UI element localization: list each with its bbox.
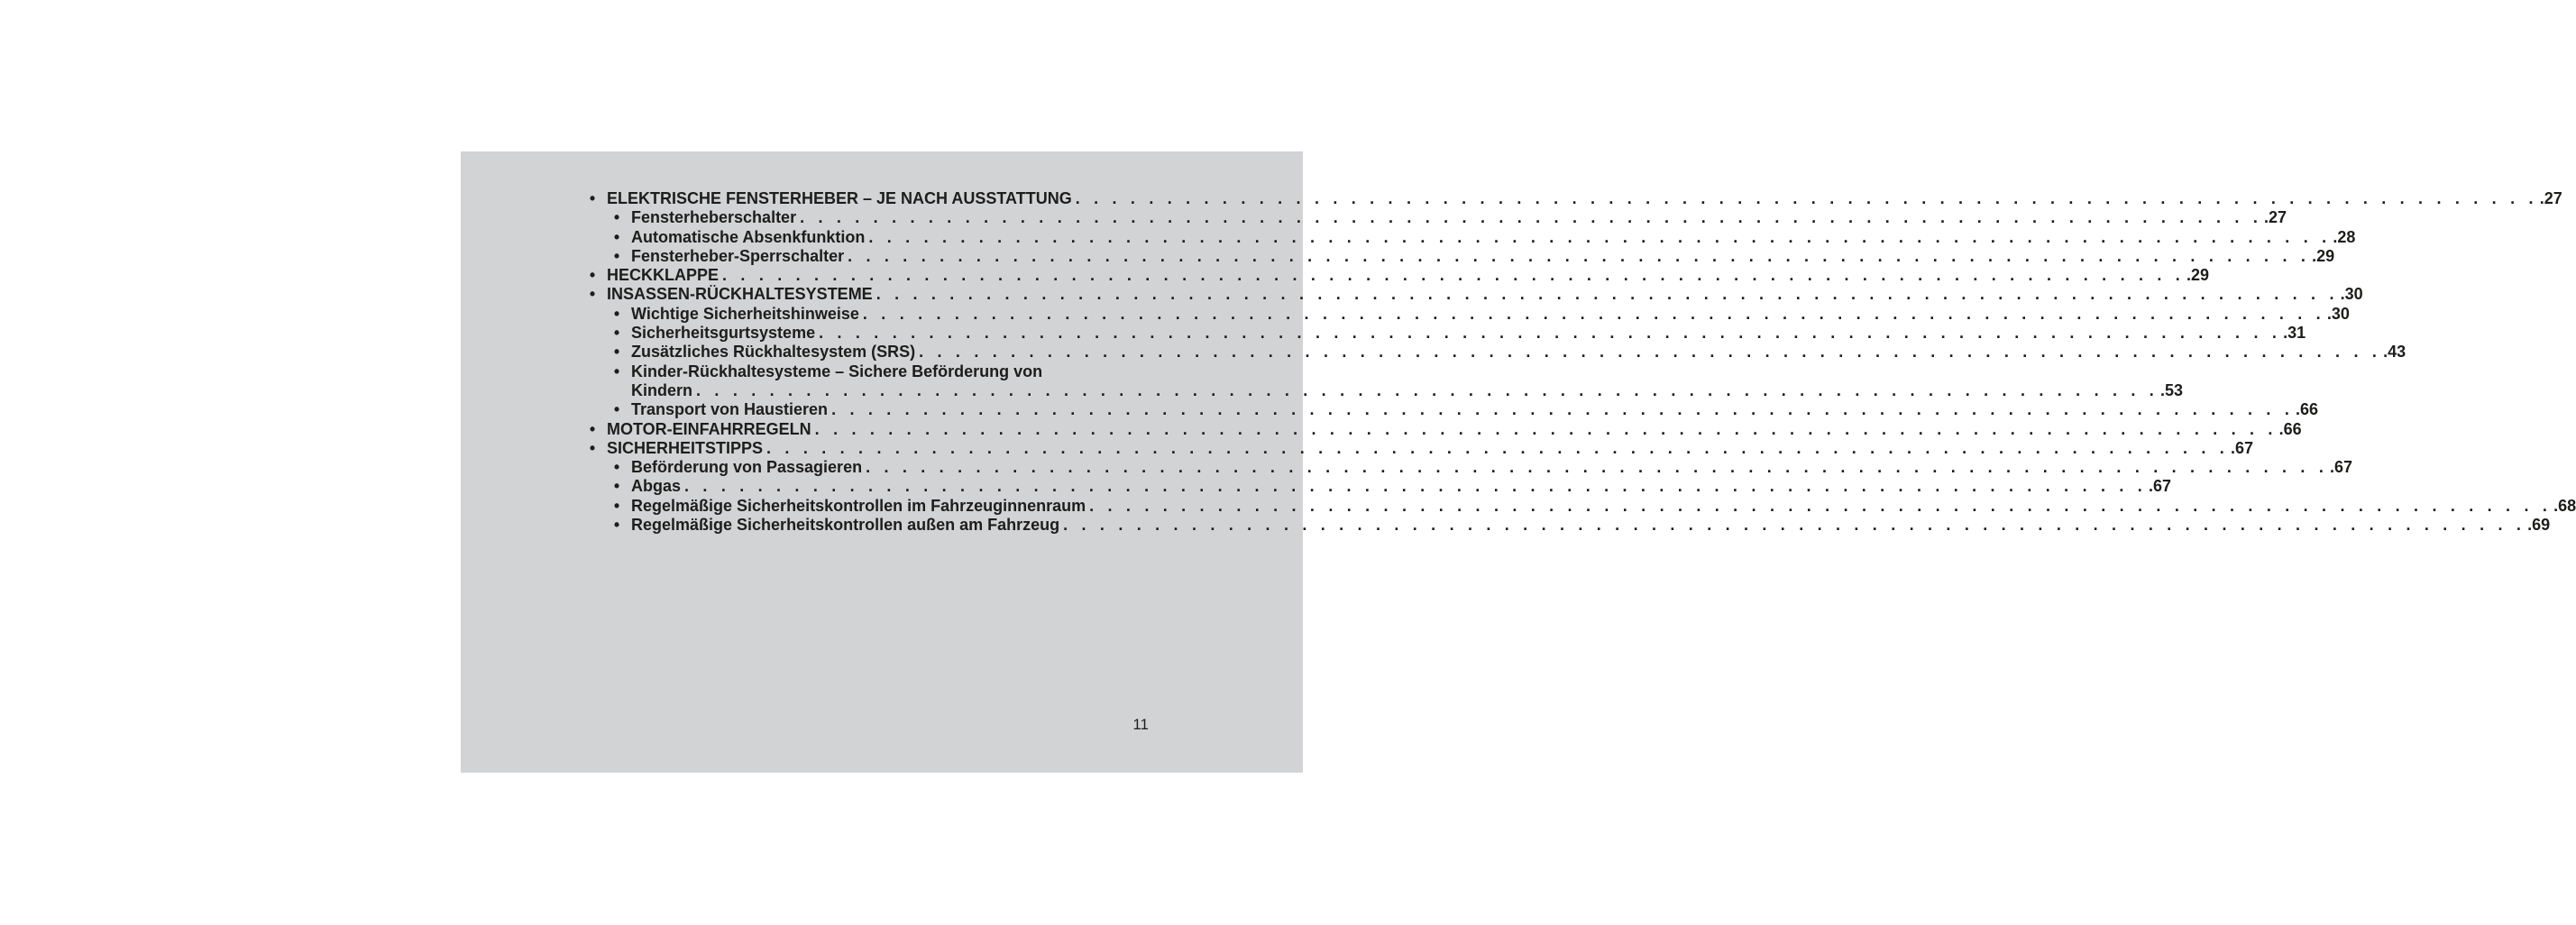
- bullet-icon: •: [589, 438, 596, 457]
- toc-entry-title: Beförderung von Passagieren: [631, 458, 866, 477]
- toc-subsection[interactable]: [584, 343, 2406, 362]
- dot-leader: . . . . . . . . . . . . . . . . . . . . . . . . . . . . . . . . . . . . . . . . . . . . . . . . . . . . . . . . . . . . . . . . . . . . . . . . . . . . . . . .: [866, 458, 2329, 477]
- bullet-icon: •: [613, 516, 620, 535]
- toc-entry-page: .27: [2264, 208, 2287, 227]
- toc-entry-title: INSASSEN-RÜCKHALTESYSTEME: [607, 285, 876, 304]
- toc-subsection[interactable]: [584, 477, 2172, 496]
- toc-entry-title: MOTOR-EINFAHRREGELN: [607, 420, 815, 439]
- toc-entry-page: .27: [2539, 189, 2562, 207]
- bullet-icon: •: [613, 400, 620, 419]
- toc-entry-title: Zusätzliches Rückhaltesystem (SRS): [631, 343, 919, 362]
- bullet-icon: •: [589, 419, 596, 438]
- bullet-icon: •: [613, 324, 620, 343]
- toc-entry-page: .43: [2383, 343, 2406, 362]
- dot-leader: . . . . . . . . . . . . . . . . . . . . . . . . . . . . . . . . . . . . . . . . . . . . . . . . . . . . . . . . . . . . . . . . . . . . . . . . . . . . . . . .: [696, 380, 2159, 399]
- toc-entry-title: Automatische Absenkfunktion: [631, 228, 868, 247]
- bullet-icon: •: [613, 477, 620, 496]
- toc-entry-page: .69: [2527, 516, 2551, 535]
- toc-subsection[interactable]: [584, 496, 2576, 516]
- dot-leader: . . . . . . . . . . . . . . . . . . . . . . . . . . . . . . . . . . . . . . . . . . . . . . . . . . . . . . . . . . . . . . . . . . . . . . . . . . . . . . . .: [819, 324, 2282, 343]
- toc-section[interactable]: [584, 438, 2254, 458]
- toc-entry-title: SICHERHEITSTIPPS: [607, 439, 766, 458]
- toc-entry-page: .29: [2312, 246, 2335, 265]
- dot-leader: . . . . . . . . . . . . . . . . . . . . . . . . . . . . . . . . . . . . . . . . . . . . . . . . . . . . . . . . . . . . . . . . . . . . . . . . . . . . . . . .: [831, 400, 2295, 419]
- bullet-icon: •: [589, 285, 596, 304]
- toc-entry-page: .28: [2333, 227, 2356, 246]
- bullet-icon: •: [613, 246, 620, 265]
- toc-entry-page: .66: [2296, 400, 2319, 419]
- toc-entry-page: .29: [2186, 266, 2210, 285]
- dot-leader: . . . . . . . . . . . . . . . . . . . . . . . . . . . . . . . . . . . . . . . . . . . . . . . . . . . . . . . . . . . . . . . . . . . . . . . . . . . . . . . .: [919, 343, 2382, 362]
- dot-leader: . . . . . . . . . . . . . . . . . . . . . . . . . . . . . . . . . . . . . . . . . . . . . . . . . . . . . . . . . . . . . . . . . . . . . . . . . . . . . . . .: [1089, 496, 2553, 515]
- bullet-icon: •: [613, 496, 620, 515]
- toc-subsection[interactable]: [584, 208, 2287, 227]
- dot-leader: . . . . . . . . . . . . . . . . . . . . . . . . . . . . . . . . . . . . . . . . . . . . . . . . . . . . . . . . . . . . . . . . . . . . . . . . . . . . . . . .: [766, 438, 2229, 457]
- toc-entry-title: Wichtige Sicherheitshinweise: [631, 305, 863, 324]
- toc-entry[interactable]: [584, 362, 1150, 381]
- dot-leader: . . . . . . . . . . . . . . . . . . . . . . . . . . . . . . . . . . . . . . . . . . . . . . . . . . . . . . . . . . . . . . . . . . . . . . . . . . . . . . . .: [800, 208, 2263, 227]
- toc-section[interactable]: [584, 419, 2302, 439]
- bullet-icon: •: [613, 304, 620, 323]
- toc-entry-title: Regelmäßige Sicherheitskontrollen außen am Fahrzeug: [631, 516, 1063, 535]
- dot-leader: . . . . . . . . . . . . . . . . . . . . . . . . . . . . . . . . . . . . . . . . . . . . . . . . . . . . . . . . . . . . . . . . . . . . . . . . . . . . . . . .: [868, 227, 2332, 246]
- toc-subsection[interactable]: [584, 246, 2335, 266]
- toc-entry-page: .53: [2159, 380, 2184, 399]
- toc-entry-page: .67: [2148, 477, 2172, 496]
- toc-entry-title: Fensterheberschalter: [631, 208, 800, 227]
- table-of-contents: [584, 189, 2576, 535]
- bullet-icon: •: [589, 266, 596, 285]
- toc-entry-page: .66: [2278, 419, 2302, 438]
- toc-entry-page: .67: [2330, 458, 2353, 477]
- toc-section[interactable]: [584, 285, 2363, 304]
- toc-entry-page: .31: [2283, 324, 2306, 343]
- toc-entry-title: Transport von Haustieren: [631, 400, 831, 419]
- toc-subsection[interactable]: [584, 458, 2353, 477]
- dot-leader: . . . . . . . . . . . . . . . . . . . . . . . . . . . . . . . . . . . . . . . . . . . . . . . . . . . . . . . . . . . . . . . . . . . . . . . . . . . . . . . .: [1075, 189, 2538, 207]
- toc-section[interactable]: [584, 189, 2562, 208]
- toc-section[interactable]: [584, 266, 2210, 285]
- dot-leader: . . . . . . . . . . . . . . . . . . . . . . . . . . . . . . . . . . . . . . . . . . . . . . . . . . . . . . . . . . . . . . . . . . . . . . . . . . . . . . . .: [862, 304, 2325, 323]
- toc-entry-title: ELEKTRISCHE FENSTERHEBER – JE NACH AUSSTATTUNG: [607, 189, 1076, 208]
- bullet-icon: •: [613, 362, 620, 380]
- toc-entry-title: Sicherheitsgurtsysteme: [631, 324, 819, 343]
- toc-subsection[interactable]: [584, 304, 2350, 324]
- toc-entry-title: HECKKLAPPE: [607, 266, 722, 285]
- toc-entry-page: .30: [2340, 285, 2363, 304]
- toc-entry-title-continuation: Kindern: [631, 381, 696, 400]
- bullet-icon: •: [589, 189, 596, 207]
- page-number: 11: [1132, 716, 1149, 733]
- bullet-icon: •: [613, 208, 620, 227]
- toc-subsection[interactable]: [584, 227, 2356, 247]
- dot-leader: . . . . . . . . . . . . . . . . . . . . . . . . . . . . . . . . . . . . . . . . . . . . . . . . . . . . . . . . . . . . . . . . . . . . . . . . . . . . . . . .: [1063, 516, 2526, 535]
- bullet-icon: •: [613, 343, 620, 362]
- toc-entry-title: Regelmäßige Sicherheitskontrollen im Fahrzeuginnenraum: [631, 497, 1089, 516]
- bullet-icon: •: [613, 458, 620, 477]
- toc-entry-page: .67: [2231, 438, 2254, 457]
- dot-leader: . . . . . . . . . . . . . . . . . . . . . . . . . . . . . . . . . . . . . . . . . . . . . . . . . . . . . . . . . . . . . . . . . . . . . . . . . . . . . . . .: [875, 285, 2339, 304]
- dot-leader: . . . . . . . . . . . . . . . . . . . . . . . . . . . . . . . . . . . . . . . . . . . . . . . . . . . . . . . . . . . . . . . . . . . . . . . . . . . . . . . .: [722, 266, 2185, 285]
- toc-entry-page: .68: [2553, 496, 2576, 515]
- dot-leader: . . . . . . . . . . . . . . . . . . . . . . . . . . . . . . . . . . . . . . . . . . . . . . . . . . . . . . . . . . . . . . . . . . . . . . . . . . . . . . . .: [848, 246, 2311, 265]
- toc-subsection[interactable]: [584, 400, 2319, 419]
- bullet-icon: •: [613, 227, 620, 246]
- toc-entry-title: Abgas: [631, 477, 684, 496]
- toc-entry-page: .30: [2326, 304, 2350, 323]
- toc-entry-title: Fensterheber-Sperrschalter: [631, 247, 848, 266]
- toc-subsection[interactable]: [584, 516, 2551, 535]
- toc-entry-continuation[interactable]: [584, 380, 2184, 400]
- dot-leader: . . . . . . . . . . . . . . . . . . . . . . . . . . . . . . . . . . . . . . . . . . . . . . . . . . . . . . . . . . . . . . . . . . . . . . . . . . . . . . . .: [684, 477, 2147, 496]
- toc-subsection[interactable]: [584, 324, 2306, 343]
- dot-leader: . . . . . . . . . . . . . . . . . . . . . . . . . . . . . . . . . . . . . . . . . . . . . . . . . . . . . . . . . . . . . . . . . . . . . . . . . . . . . . . .: [814, 419, 2278, 438]
- toc-entry-title: Kinder-Rückhaltesysteme – Sichere Beförderung von: [631, 362, 1046, 381]
